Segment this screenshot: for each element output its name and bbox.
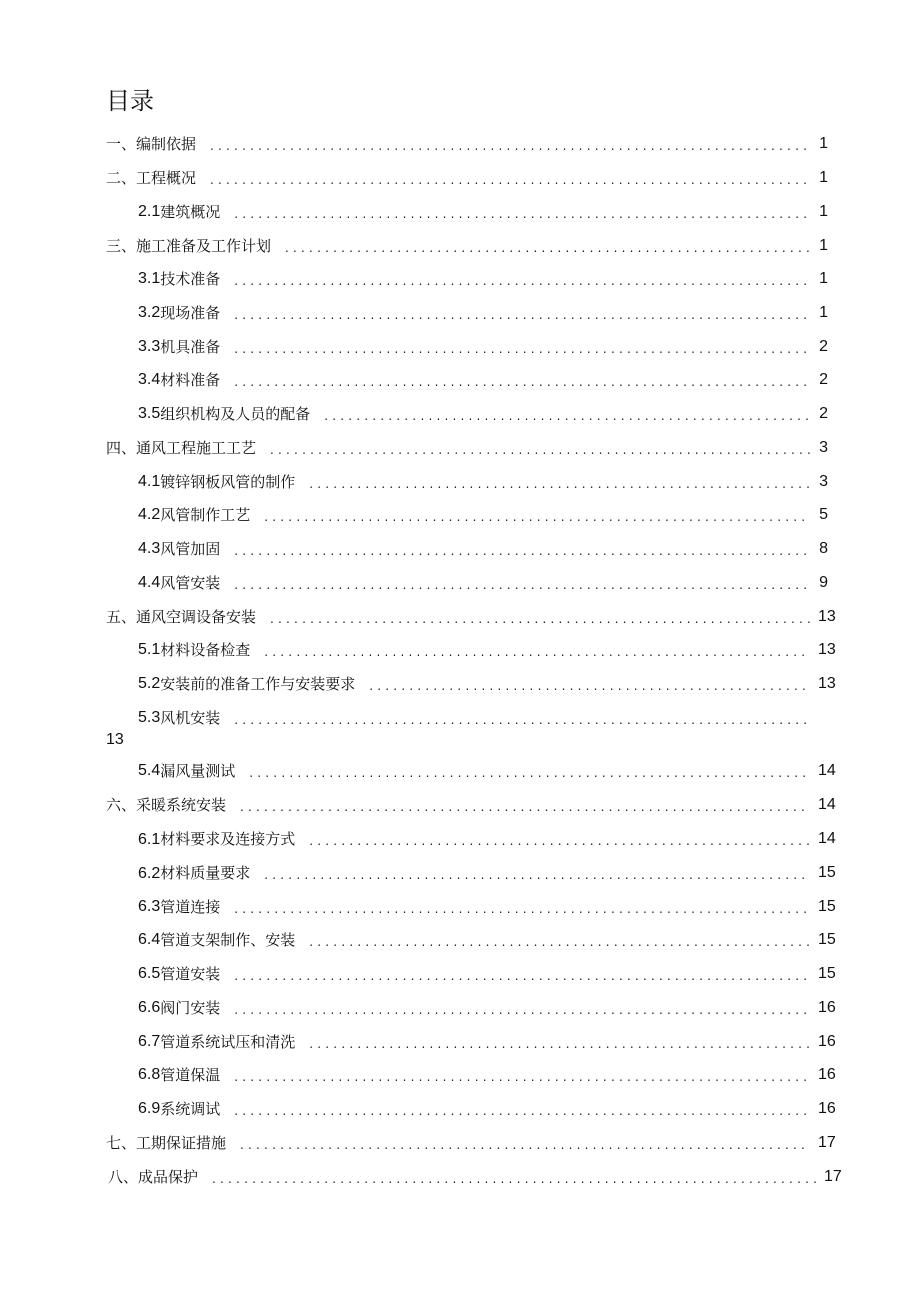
dot-leader [210,135,810,157]
toc-entry-page: 17 [818,1134,836,1151]
toc-entry-page: 1 [819,270,828,287]
dot-leader [234,371,810,393]
toc-entry-number: 5.2 [138,675,161,692]
toc-entry-label: 管道系统试压和清洗 [160,1033,296,1051]
toc-entry-page: 1 [819,304,828,321]
toc-entry-label: 风机安装 [160,709,221,727]
toc-entry-label: 管道安装 [160,965,221,983]
toc-entry-label: 管道支架制作、安装 [160,931,296,949]
toc-entry[interactable] [138,302,828,324]
dot-leader [285,237,810,259]
toc-entry-label [138,862,264,885]
dot-leader [212,1168,816,1190]
toc-entry[interactable] [138,862,836,884]
toc-entry-label: 建筑概况 [160,203,221,221]
toc-entry-label-text: 材料质量要求 [160,863,251,882]
toc-entry[interactable] [106,437,828,459]
toc-entry-number: 5.1 [138,641,161,658]
toc-entry-number: 6.7 [138,1033,161,1050]
dot-leader [210,169,810,191]
dot-leader [309,473,810,495]
toc-entry-page: 15 [818,864,836,881]
toc-entry-page: 1 [819,237,828,254]
toc-entry[interactable] [138,760,836,782]
toc-entry-number: 5.3 [138,709,161,726]
dot-leader [234,898,810,920]
toc-entry-label: 现场准备 [160,304,221,322]
toc-entry[interactable] [106,606,836,628]
toc-entry-number: 6.3 [138,898,161,915]
toc-entry-label: 风管安装 [160,574,221,592]
toc-entry-label-text: 材料要求及连接方式 [160,829,296,848]
toc-entry-page: 13 [818,641,836,658]
dot-leader [234,709,810,731]
dot-leader [240,796,810,818]
toc-entry-number: 4.1 [138,473,161,490]
toc-entry[interactable] [108,1166,842,1188]
toc-entry-page: 3 [819,473,828,490]
toc-entry-label: 二、工程概况 [106,169,197,187]
toc-entry-label: 八、成品保护 [108,1168,199,1186]
dot-leader [270,608,810,630]
toc-entry[interactable] [138,673,836,695]
toc-entry-page: 15 [818,898,836,915]
toc-entry-page: 9 [819,574,828,591]
toc-entry-page: 1 [819,135,828,152]
toc-entry-number: 6.1 [138,830,161,848]
toc-entry-label: 漏风量测试 [160,762,236,780]
dot-leader [234,338,810,360]
toc-entry-number: 6.9 [138,1100,161,1117]
toc-entry-page: 14 [818,762,836,779]
toc-entry[interactable] [106,133,828,155]
toc-entry-page: 13 [818,608,836,625]
dot-leader [309,931,810,953]
toc-entry[interactable] [106,794,836,816]
toc-entry[interactable] [138,1064,836,1086]
toc-entry-page: 1 [819,203,828,220]
toc-entry-number: 3.1 [138,270,161,287]
toc-entry-page: 15 [818,931,836,948]
toc-entry-label [138,828,309,851]
toc-entry-page: 16 [818,999,836,1016]
toc-entry-number: 6.5 [138,965,161,982]
toc-entry[interactable] [138,268,828,290]
dot-leader [234,270,810,292]
toc-entry[interactable] [106,235,828,257]
toc-entry[interactable] [138,896,836,918]
toc-entry[interactable] [138,201,828,223]
toc-entry-label: 材料准备 [160,371,221,389]
toc-entry[interactable] [138,929,836,951]
toc-entry[interactable] [138,707,810,729]
toc-entry[interactable] [138,963,836,985]
dot-leader [264,506,810,528]
toc-entry-label: 管道保温 [160,1066,221,1084]
toc-entry-page: 16 [818,1100,836,1117]
toc-entry[interactable] [138,572,828,594]
toc-entry-page: 14 [818,796,836,813]
dot-leader [249,762,810,784]
dot-leader [234,1100,810,1122]
dot-leader [234,540,810,562]
dot-leader [270,439,810,461]
dot-leader [234,999,810,1021]
toc-entry[interactable] [138,403,828,425]
toc-entry[interactable] [138,1031,836,1053]
dot-leader [234,203,810,225]
toc-entry-page: 2 [819,338,828,355]
toc-entry-page: 3 [819,439,828,456]
toc-entry-label: 三、施工准备及工作计划 [106,237,272,255]
toc-entry[interactable] [106,1132,836,1154]
toc-entry-page: 1 [819,169,828,186]
toc-entry-label: 组织机构及人员的配备 [160,405,311,423]
toc-entry-number: 3.5 [138,405,161,422]
toc-entry-page: 16 [818,1033,836,1050]
dot-leader [264,641,810,663]
dot-leader [234,574,810,596]
toc-entry-label: 风管制作工艺 [160,506,251,524]
toc-entry-page: 13 [818,675,836,692]
toc-entry-number: 6.2 [138,864,161,882]
toc-entry-number: 2.1 [138,203,161,220]
toc-entry[interactable] [138,1098,836,1120]
toc-entry-label: 四、通风工程施工工艺 [106,439,257,457]
toc-entry-label: 风管加固 [160,540,221,558]
toc-entry-label: 五、通风空调设备安装 [106,608,257,626]
dot-leader [309,1033,810,1055]
dot-leader [264,864,810,886]
toc-entry-number: 6.6 [138,999,161,1016]
toc-entry-page: 15 [818,965,836,982]
toc-entry-label: 管道连接 [160,898,221,916]
toc-entry-page: 17 [824,1168,842,1185]
toc-entry-label: 六、采暖系统安装 [106,796,227,814]
toc-entry-number: 3.3 [138,338,161,355]
toc-entry-label: 七、工期保证措施 [106,1134,227,1152]
toc-entry[interactable] [138,369,828,391]
dot-leader [309,830,810,852]
toc-entry-page: 14 [818,830,836,847]
toc-entry-page: 16 [818,1066,836,1083]
dot-leader [234,1066,810,1088]
toc-entry-label: 系统调试 [160,1100,221,1118]
toc-entry-label: 技术准备 [160,270,221,288]
toc-entry-number: 4.2 [138,506,161,523]
toc-entry-number: 4.4 [138,574,161,591]
toc-entry-page: 5 [819,506,828,523]
toc-entry[interactable] [138,997,836,1019]
toc-entry-label: 机具准备 [160,338,221,356]
toc-entry[interactable] [138,336,828,358]
toc-entry-label: 安装前的准备工作与安装要求 [160,675,356,693]
dot-leader [234,304,810,326]
dot-leader [240,1134,810,1156]
toc-entry-page: 13 [106,731,124,748]
toc-entry[interactable] [138,538,828,560]
toc-entry[interactable] [138,504,828,526]
toc-entry-label: 一、编制依据 [106,135,197,153]
toc-entry-label: 阀门安装 [160,999,221,1017]
toc-entry[interactable] [138,828,836,850]
dot-leader [234,965,810,987]
toc-entry[interactable] [138,639,836,661]
toc-entry-page: 2 [819,405,828,422]
toc-entry-page: 2 [819,371,828,388]
dot-leader [369,675,810,697]
toc-entry[interactable] [106,167,828,189]
toc-entry-label: 材料设备检查 [160,641,251,659]
toc-entry[interactable] [138,471,828,493]
toc-title: 目录 [106,87,154,115]
toc-entry-number: 3.2 [138,304,161,321]
toc-entry-number: 6.8 [138,1066,161,1083]
dot-leader [324,405,810,427]
toc-entry-number: 6.4 [138,931,161,948]
toc-entry-number: 3.4 [138,371,161,388]
toc-entry-label: 镀锌钢板风管的制作 [160,473,296,491]
toc-entry-number: 5.4 [138,762,161,779]
toc-entry-page: 8 [819,540,828,557]
toc-entry-number: 4.3 [138,540,161,557]
